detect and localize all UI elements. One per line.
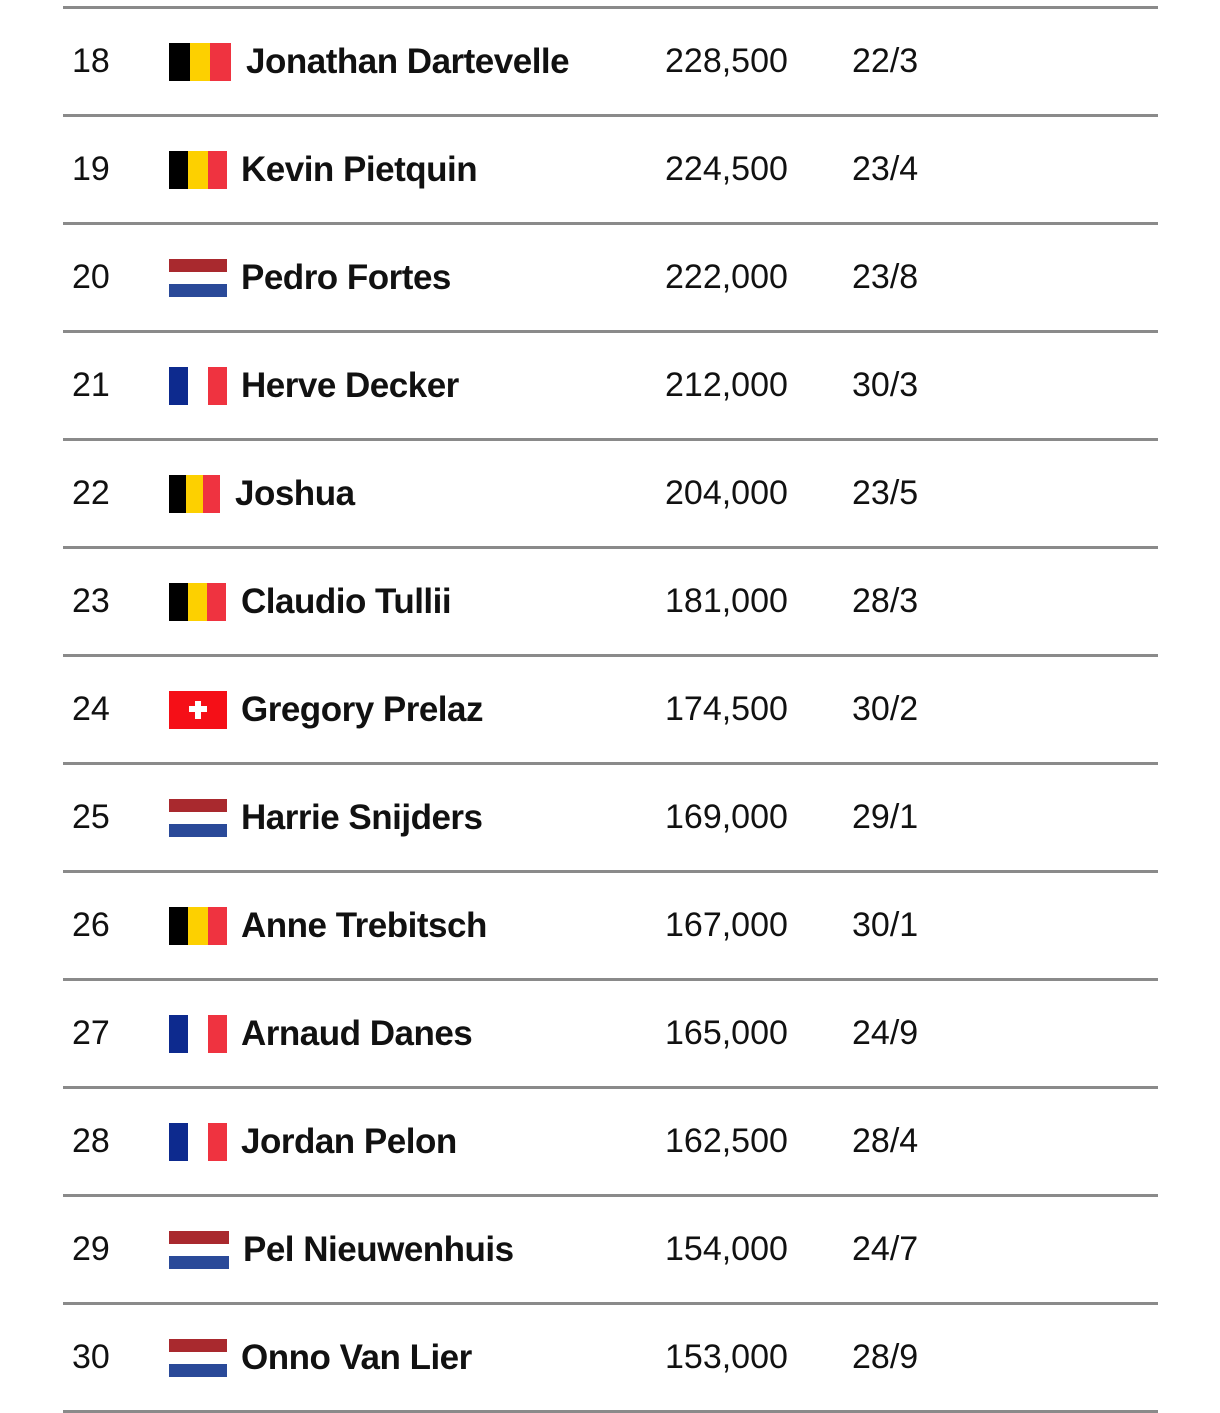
table-row[interactable] [63,225,1158,333]
rank: 23 [72,582,110,620]
france-flag-icon [169,1015,227,1053]
points: 224,500 [665,150,788,188]
rank: 27 [72,1014,110,1052]
table-row[interactable] [63,549,1158,657]
points: 204,000 [665,474,788,512]
points: 153,000 [665,1338,788,1376]
belgium-flag-icon [169,907,227,945]
table-row[interactable] [63,657,1158,765]
record: 23/5 [852,474,919,512]
record: 28/4 [852,1122,919,1160]
player-name[interactable]: Kevin Pietquin [241,150,478,189]
rank: 30 [72,1338,110,1376]
rank: 25 [72,798,110,836]
record: 28/9 [852,1338,919,1376]
netherlands-flag-icon [169,1339,227,1377]
rank: 28 [72,1122,110,1160]
record: 30/1 [852,906,919,944]
player-name[interactable]: Onno Van Lier [241,1338,472,1377]
rankings-table [63,6,1158,1413]
player-name[interactable]: Harrie Snijders [241,798,483,837]
player-name[interactable]: Claudio Tullii [241,582,452,621]
belgium-flag-icon [169,583,226,621]
points: 222,000 [665,258,788,296]
record: 30/2 [852,690,919,728]
rank: 22 [72,474,110,512]
netherlands-flag-icon [169,799,227,837]
record: 23/8 [852,258,919,296]
rank: 19 [72,150,110,188]
table-row[interactable] [63,9,1158,117]
record: 24/9 [852,1014,919,1052]
france-flag-icon [169,367,227,405]
record: 29/1 [852,798,919,836]
table-row[interactable] [63,1305,1158,1413]
table-row[interactable] [63,981,1158,1089]
points: 212,000 [665,366,788,404]
netherlands-flag-icon [169,1231,229,1269]
points: 169,000 [665,798,788,836]
points: 165,000 [665,1014,788,1052]
switzerland-flag-icon [169,691,227,729]
record: 24/7 [852,1230,919,1268]
belgium-flag-icon [169,43,231,81]
record: 30/3 [852,366,919,404]
belgium-flag-icon [169,151,227,189]
rank: 21 [72,366,110,404]
rank: 29 [72,1230,110,1268]
player-name[interactable]: Arnaud Danes [241,1014,473,1053]
rank: 26 [72,906,110,944]
points: 174,500 [665,690,788,728]
rank: 20 [72,258,110,296]
points: 167,000 [665,906,788,944]
table-row[interactable] [63,1197,1158,1305]
table-row[interactable] [63,117,1158,225]
points: 154,000 [665,1230,788,1268]
points: 181,000 [665,582,788,620]
points: 228,500 [665,42,788,80]
player-name[interactable]: Jordan Pelon [241,1122,457,1161]
table-row[interactable] [63,765,1158,873]
rank: 24 [72,690,110,728]
table-row[interactable] [63,873,1158,981]
player-name[interactable]: Joshua [235,474,355,513]
france-flag-icon [169,1123,227,1161]
player-name[interactable]: Herve Decker [241,366,459,405]
record: 22/3 [852,42,919,80]
record: 28/3 [852,582,919,620]
player-name[interactable]: Anne Trebitsch [241,906,487,945]
netherlands-flag-icon [169,259,227,297]
record: 23/4 [852,150,919,188]
player-name[interactable]: Pel Nieuwenhuis [243,1230,514,1269]
rank: 18 [72,42,110,80]
player-name[interactable]: Pedro Fortes [241,258,451,297]
table-row[interactable] [63,1089,1158,1197]
points: 162,500 [665,1122,788,1160]
belgium-flag-icon [169,475,220,513]
table-row[interactable] [63,333,1158,441]
player-name[interactable]: Gregory Prelaz [241,690,483,729]
player-name[interactable]: Jonathan Dartevelle [246,42,570,81]
table-row[interactable] [63,441,1158,549]
